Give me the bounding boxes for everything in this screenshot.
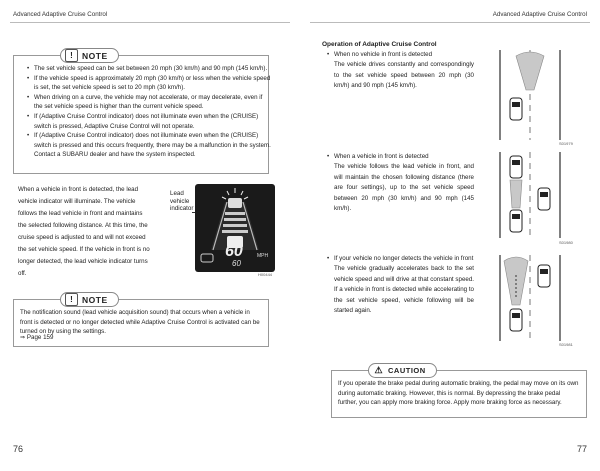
operation-heading: When no vehicle in front is detected xyxy=(334,51,433,58)
running-header-left: Advanced Adaptive Cruise Control xyxy=(13,11,108,18)
caution-tag xyxy=(368,363,437,378)
road-figure-3 xyxy=(490,255,570,341)
road-figure-1 xyxy=(490,50,570,140)
figure-code: S01980 xyxy=(559,240,573,245)
note1-item: • If the vehicle speed is approximately 20 mph (30 km/h) or less when the vehicle speed is set, the set vehicle speed is set to 20 mph (30 km/h). xyxy=(34,74,272,93)
note1-item: • When driving on a curve, the vehicle may not accelerate, or may decelerate, even if the set vehicle speed is higher than the current vehicle speed. xyxy=(34,93,272,112)
note-icon: ! xyxy=(65,49,78,62)
note-tag-2 xyxy=(60,292,119,307)
operation-body: The vehicle drives constantly and correspondingly to the set vehicle speed between 20 mph (30 km/h) and 90 mph (145 km/h). xyxy=(334,61,474,89)
note1-item: • If (Adaptive Cruise Control indicator) does not illuminate even when the (CRUISE) switch is pressed and this occurs frequently, there may be a malfunction in the system. Contact a SUBARU dealer and have the system inspected. xyxy=(34,131,272,160)
meter-display xyxy=(195,184,275,272)
caution-text: If you operate the brake pedal during automatic braking, the pedal may move on its own during automatic braking. However, this is normal. By depressing the brake pedal further, you can apply more braking force. Apply more braking force as necessary. xyxy=(338,380,579,406)
caution-label: CAUTION xyxy=(388,366,426,375)
road-diagram-following xyxy=(490,152,570,238)
road-diagram-lost-vehicle xyxy=(490,255,570,341)
warning-triangle-icon: ⚠ xyxy=(374,365,383,375)
note1-item: • The set vehicle speed can be set between 20 mph (30 km/h) and 90 mph (145 km/h). xyxy=(34,64,272,74)
set-speed-big: 60 xyxy=(225,243,243,260)
caution-box xyxy=(331,365,587,418)
header-rule-left xyxy=(10,22,290,23)
operation-body: The vehicle follows the lead vehicle in front, and will maintain the chosen following distance (there are four settings), up to the set vehicle speed between 20 mph (30 km/h) and 90 mph (145 km/h). xyxy=(334,163,474,212)
note1-item: • If (Adaptive Cruise Control indicator) does not illuminate even when the (CRUISE) switch is pressed, Adaptive Cruise Control will not operate. xyxy=(34,112,272,131)
left-body-text: When a vehicle in front is detected, the lead vehicle indicator will illuminate. The vehicle follows the lead vehicle in front and maintains the selected following distance. At this time, the cruise speed is adjusted to and will not exceed the set vehicle speed. If the vehicle in front is no longer detected, the lead vehicle indicator turns off. xyxy=(18,186,150,277)
operation-item-3 xyxy=(326,254,482,264)
note-label: NOTE xyxy=(82,50,108,61)
operation-item-1 xyxy=(326,50,482,60)
speed-unit: MPH xyxy=(257,253,269,259)
operation-heading: If your vehicle no longer detects the vehicle in front xyxy=(334,255,474,262)
note-label: NOTE xyxy=(82,294,108,305)
figure-code: S01981 xyxy=(559,342,573,347)
page-number-left: 76 xyxy=(13,444,24,454)
operation-item-2 xyxy=(326,152,482,162)
operation-body: The vehicle gradually accelerates back to the set vehicle speed and will drive at that constant speed. If a vehicle in front is detected while accelerating to the set vehicle speed, vehicle following will be started again. xyxy=(334,265,474,314)
note1-list xyxy=(26,64,272,160)
set-speed-small: 60 xyxy=(232,259,241,268)
note-icon: ! xyxy=(65,293,78,306)
note2-page-ref[interactable]: ⇒ Page 159 xyxy=(20,334,54,341)
note-box-1 xyxy=(13,50,271,174)
lane-assist-icon xyxy=(201,254,213,262)
operation-heading: When a vehicle in front is detected xyxy=(334,153,429,160)
road-figure-2 xyxy=(490,152,570,238)
note2-text: The notification sound (lead vehicle acquisition sound) that occurs when a vehicle in front is detected or no longer detected while Adaptive Cruise Control is activated can be turned on by using the settings. xyxy=(20,309,260,336)
road-diagram-no-vehicle xyxy=(490,50,570,140)
running-header-right: Advanced Adaptive Cruise Control xyxy=(492,11,587,18)
note-tag-1 xyxy=(60,48,119,63)
figure-code: S01979 xyxy=(559,141,573,146)
section-title: Operation of Adaptive Cruise Control xyxy=(322,41,437,48)
page-number-right: 77 xyxy=(576,444,587,454)
header-rule-right xyxy=(310,22,590,23)
note-box-2 xyxy=(13,294,269,347)
figure-code: H00444 xyxy=(258,272,273,277)
lead-vehicle-callout: Lead vehicle indicator xyxy=(170,190,194,212)
